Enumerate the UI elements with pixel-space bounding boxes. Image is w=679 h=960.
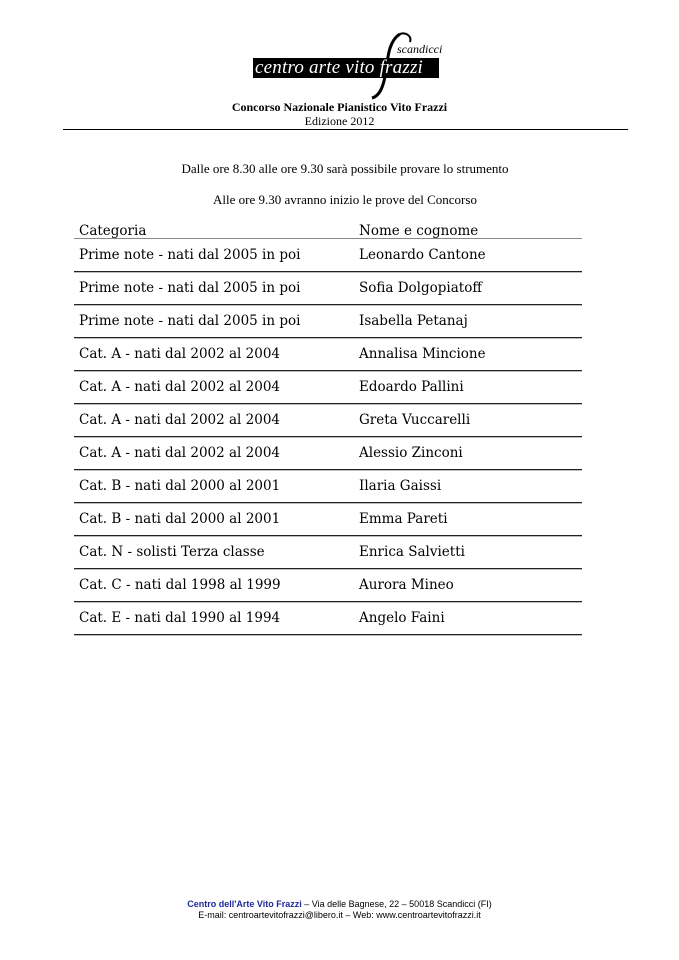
category-cell: Prime note - nati dal 2005 in poi [79, 313, 301, 329]
logo [0, 0, 679, 100]
notice-start-time: Alle ore 9.30 avranno inizio le prove del Concorso [213, 192, 477, 207]
category-cell: Cat. A - nati dal 2002 al 2004 [79, 346, 281, 362]
header-divider [63, 129, 628, 130]
category-cell: Cat. E - nati dal 1990 al 1994 [79, 610, 281, 626]
name-cell: Ilaria Gaissi [359, 478, 442, 494]
name-cell: Aurora Mineo [359, 577, 454, 593]
footer-contacts: E-mail: centroartevitofrazzi@libero.it – Web: www.centroartevitofrazzi.it [198, 910, 481, 920]
category-cell: Cat. N - solisti Terza classe [79, 544, 265, 560]
table-row [74, 503, 582, 536]
name-cell: Edoardo Pallini [359, 379, 464, 395]
footer-org-name: Centro dell'Arte Vito Frazzi [187, 899, 302, 909]
category-cell: Cat. B - nati dal 2000 al 2001 [79, 511, 281, 527]
name-cell: Angelo Faini [359, 610, 445, 626]
table-header-row [74, 222, 582, 239]
logo-locality: scandicci [397, 42, 443, 56]
footer-address-line [0, 899, 679, 910]
table-row [74, 338, 582, 371]
name-cell: Emma Pareti [359, 511, 448, 527]
table-row [74, 371, 582, 404]
name-cell: Sofia Dolgopiatoff [359, 280, 482, 296]
name-cell: Annalisa Mincione [359, 346, 486, 362]
name-cell: Leonardo Cantone [359, 247, 486, 263]
table-row [74, 536, 582, 569]
name-cell: Enrica Salvietti [359, 544, 465, 560]
edition-label: Edizione 2012 [304, 114, 375, 128]
logo-name: centro arte vito frazzi [255, 57, 424, 78]
column-header-category: Categoria [79, 223, 147, 239]
table-row [74, 305, 582, 338]
name-cell: Isabella Petanaj [359, 313, 468, 329]
table-row [74, 239, 582, 272]
category-cell: Prime note - nati dal 2005 in poi [79, 247, 301, 263]
table-row [74, 602, 582, 635]
notice-practice-time: Dalle ore 8.30 alle ore 9.30 sarà possibile provare lo strumento [181, 161, 509, 176]
name-cell: Greta Vuccarelli [359, 412, 471, 428]
table-row [74, 470, 582, 503]
name-cell: Alessio Zinconi [359, 445, 463, 461]
table-row [74, 404, 582, 437]
column-header-name: Nome e cognome [359, 223, 479, 239]
page-title: Concorso Nazionale Pianistico Vito Frazzi [231, 100, 448, 114]
schedule-table [74, 222, 582, 635]
category-cell: Cat. B - nati dal 2000 al 2001 [79, 478, 281, 494]
category-cell: Cat. A - nati dal 2002 al 2004 [79, 412, 281, 428]
table-row [74, 569, 582, 602]
category-cell: Cat. A - nati dal 2002 al 2004 [79, 445, 281, 461]
footer-address: – Via delle Bagnese, 22 – 50018 Scandicci (FI) [301, 899, 492, 909]
table-row [74, 437, 582, 470]
category-cell: Cat. C - nati dal 1998 al 1999 [79, 577, 281, 593]
table-row [74, 272, 582, 305]
category-cell: Cat. A - nati dal 2002 al 2004 [79, 379, 281, 395]
category-cell: Prime note - nati dal 2005 in poi [79, 280, 301, 296]
